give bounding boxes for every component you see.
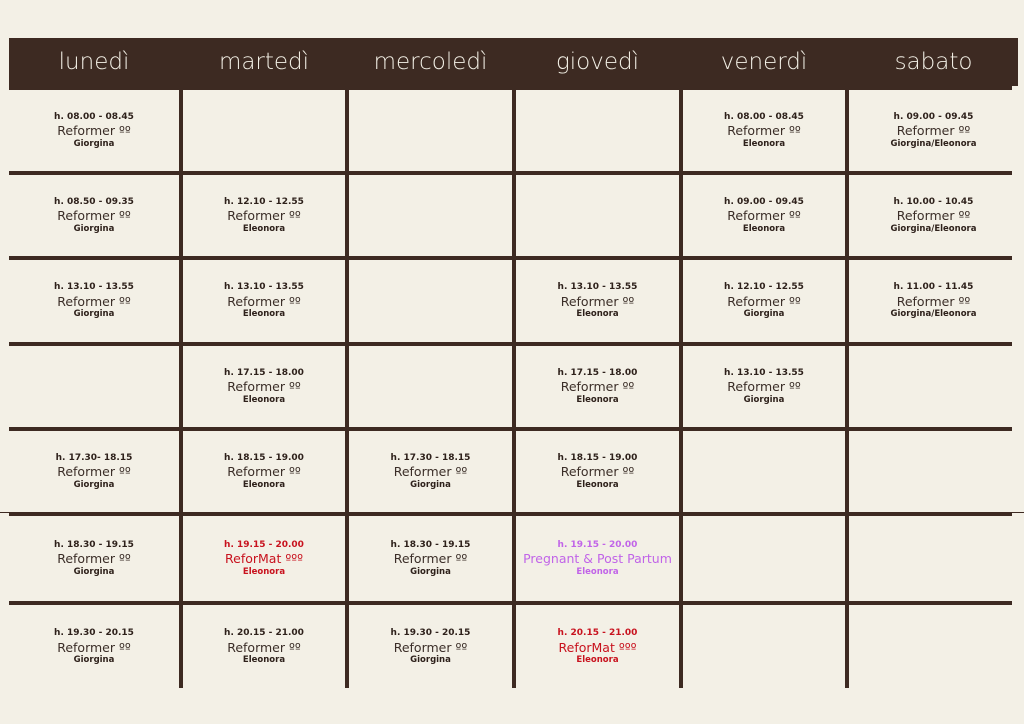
- class-time: h. 12.10 - 12.55: [724, 282, 804, 293]
- instructor-name: Giorgina: [73, 309, 115, 320]
- class-name: ReforMat ººº: [558, 639, 637, 655]
- instructor-name: Eleonora: [242, 479, 286, 490]
- class-name: Reformer ºº: [560, 464, 635, 479]
- empty-slot: [683, 605, 845, 689]
- class-time: h. 12.10 - 12.55: [224, 196, 304, 207]
- class-time: h. 13.10 - 13.55: [557, 282, 638, 293]
- class-name: Reformer ºº: [57, 293, 131, 309]
- class-time: h. 17.30 - 18.15: [390, 452, 471, 463]
- class-slot: [183, 175, 345, 256]
- class-slot: [516, 346, 679, 427]
- class-slot: [516, 260, 679, 342]
- class-time: h. 17.30- 18.15: [55, 452, 133, 463]
- class-slot: [183, 516, 345, 601]
- class-time: h. 20.15 - 21.00: [557, 628, 638, 639]
- class-time: h. 11.00 - 11.45: [893, 282, 974, 293]
- class-name: Reformer ºº: [227, 293, 301, 309]
- class-name: Reformer ºº: [727, 379, 801, 394]
- empty-slot: [849, 346, 1018, 427]
- class-time: h. 19.15 - 20.00: [224, 539, 304, 550]
- class-slot: [9, 605, 179, 689]
- class-name: Reformer ºº: [727, 293, 801, 309]
- empty-slot: [349, 346, 512, 427]
- day-header: lunedì: [9, 38, 179, 86]
- day-header: venerdì: [683, 38, 845, 86]
- class-name: Reformer ºº: [896, 123, 971, 138]
- weekly-schedule-table: [9, 38, 1012, 688]
- instructor-name: Giorgina/Eleonora: [890, 138, 977, 149]
- class-time: h. 18.15 - 19.00: [557, 452, 638, 463]
- class-name: Reformer ºº: [393, 551, 468, 566]
- class-slot: [9, 260, 179, 342]
- day-header: giovedì: [516, 38, 679, 86]
- class-slot: [849, 90, 1018, 171]
- class-time: h. 08.50 - 09.35: [54, 196, 134, 207]
- class-time: h. 19.15 - 20.00: [557, 539, 638, 550]
- instructor-name: Eleonora: [576, 655, 619, 666]
- class-slot: [349, 516, 512, 601]
- empty-slot: [349, 260, 512, 342]
- instructor-name: Eleonora: [576, 394, 619, 405]
- class-time: h. 09.00 - 09.45: [724, 196, 804, 207]
- instructor-name: Eleonora: [742, 138, 786, 149]
- class-name: Reformer ºº: [227, 639, 301, 655]
- instructor-name: Eleonora: [576, 309, 619, 320]
- class-time: h. 13.10 - 13.55: [224, 282, 304, 293]
- class-time: h. 08.00 - 08.45: [54, 111, 134, 122]
- empty-slot: [183, 90, 345, 171]
- empty-slot: [849, 431, 1018, 512]
- class-name: Reformer ºº: [727, 208, 801, 223]
- class-slot: [516, 516, 679, 601]
- instructor-name: Eleonora: [242, 566, 286, 577]
- instructor-name: Giorgina: [73, 479, 115, 490]
- day-header: martedì: [183, 38, 345, 86]
- class-slot: [683, 175, 845, 256]
- class-time: h. 19.30 - 20.15: [390, 628, 471, 639]
- class-slot: [183, 346, 345, 427]
- class-name: Reformer ºº: [560, 379, 635, 394]
- class-slot: [9, 431, 179, 512]
- empty-slot: [683, 516, 845, 601]
- instructor-name: Giorgina: [743, 394, 785, 405]
- empty-slot: [9, 346, 179, 427]
- class-slot: [516, 431, 679, 512]
- class-slot: [349, 605, 512, 689]
- class-time: h. 18.15 - 19.00: [224, 452, 304, 463]
- class-time: h. 10.00 - 10.45: [893, 196, 974, 207]
- instructor-name: Eleonora: [576, 566, 619, 577]
- class-name: Reformer ºº: [57, 551, 131, 566]
- class-name: Reformer ºº: [57, 123, 131, 138]
- class-name: Reformer ºº: [896, 208, 971, 223]
- class-time: h. 19.30 - 20.15: [54, 628, 134, 639]
- instructor-name: Eleonora: [742, 223, 786, 234]
- class-time: h. 17.15 - 18.00: [224, 367, 304, 378]
- class-name: Reformer ºº: [727, 123, 801, 138]
- empty-slot: [349, 90, 512, 171]
- empty-slot: [849, 516, 1018, 601]
- class-slot: [683, 260, 845, 342]
- class-name: Reformer ºº: [227, 208, 301, 223]
- class-time: h. 13.10 - 13.55: [724, 367, 804, 378]
- instructor-name: Giorgina/Eleonora: [890, 223, 977, 234]
- instructor-name: Eleonora: [242, 394, 286, 405]
- instructor-name: Eleonora: [242, 223, 286, 234]
- instructor-name: Giorgina: [73, 655, 115, 666]
- instructor-name: Eleonora: [242, 309, 286, 320]
- class-name: Reformer ºº: [57, 639, 131, 655]
- class-name: Reformer ºº: [393, 464, 468, 479]
- class-time: h. 13.10 - 13.55: [54, 282, 134, 293]
- class-slot: [849, 260, 1018, 342]
- instructor-name: Giorgina: [410, 655, 451, 666]
- class-time: h. 09.00 - 09.45: [893, 111, 974, 122]
- class-slot: [516, 605, 679, 689]
- class-slot: [9, 175, 179, 256]
- day-header: sabato: [849, 38, 1018, 86]
- empty-slot: [516, 90, 679, 171]
- empty-slot: [849, 605, 1018, 689]
- class-name: ReforMat ººº: [225, 551, 303, 566]
- instructor-name: Giorgina/Eleonora: [890, 309, 977, 320]
- class-slot: [349, 431, 512, 512]
- instructor-name: Giorgina: [73, 138, 115, 149]
- class-name: Reformer ºº: [896, 293, 971, 309]
- instructor-name: Eleonora: [576, 479, 619, 490]
- class-time: h. 20.15 - 21.00: [224, 628, 304, 639]
- class-name: Pregnant & Post Partum: [523, 551, 672, 566]
- instructor-name: Giorgina: [73, 223, 115, 234]
- class-slot: [9, 516, 179, 601]
- empty-slot: [683, 431, 845, 512]
- instructor-name: Eleonora: [242, 655, 286, 666]
- class-name: Reformer ºº: [393, 639, 468, 655]
- class-slot: [849, 175, 1018, 256]
- instructor-name: Giorgina: [743, 309, 785, 320]
- empty-slot: [516, 175, 679, 256]
- class-slot: [9, 90, 179, 171]
- class-time: h. 18.30 - 19.15: [54, 539, 134, 550]
- class-name: Reformer ºº: [560, 293, 635, 309]
- class-name: Reformer ºº: [227, 464, 301, 479]
- class-name: Reformer ºº: [57, 208, 131, 223]
- class-slot: [183, 605, 345, 689]
- class-name: Reformer ºº: [57, 464, 131, 479]
- empty-slot: [349, 175, 512, 256]
- class-time: h. 18.30 - 19.15: [390, 539, 471, 550]
- class-slot: [183, 260, 345, 342]
- class-slot: [183, 431, 345, 512]
- class-time: h. 17.15 - 18.00: [557, 367, 638, 378]
- class-time: h. 08.00 - 08.45: [724, 111, 804, 122]
- instructor-name: Giorgina: [410, 479, 451, 490]
- day-header: mercoledì: [349, 38, 512, 86]
- instructor-name: Giorgina: [410, 566, 451, 577]
- instructor-name: Giorgina: [73, 566, 115, 577]
- class-name: Reformer ºº: [227, 379, 301, 394]
- class-slot: [683, 90, 845, 171]
- class-slot: [683, 346, 845, 427]
